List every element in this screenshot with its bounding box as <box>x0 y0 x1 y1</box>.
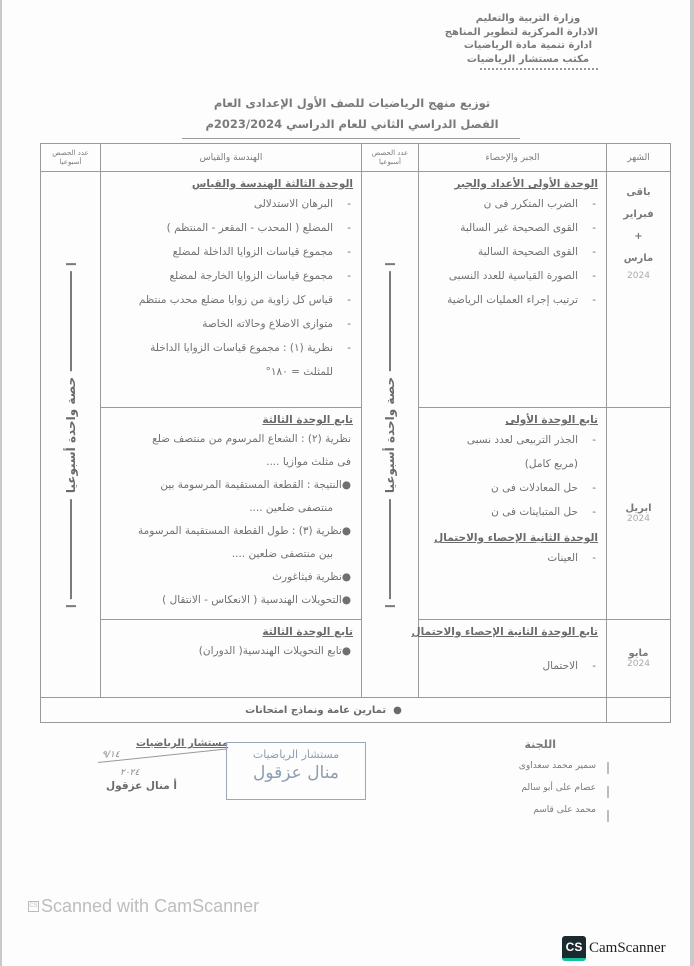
algebra-cell <box>419 408 607 620</box>
topic-item: -مجموع قياسات الزوايا الداخلة لمضلع <box>172 246 351 258</box>
month-label: + <box>634 231 643 242</box>
committee-block <box>476 738 596 827</box>
topic-item: -نظرية (١) : مجموع قياسات الزوايا الداخلة <box>150 342 351 354</box>
unit-title: الوحدة الثانية الإحصاء والاحتمال <box>434 532 598 544</box>
topic-item: ●تابع التحويلات الهندسية( الدوران) <box>198 645 351 657</box>
table-row <box>41 620 671 698</box>
ministry-line: مكتب مستشار الرياضيات <box>466 53 590 65</box>
algebra-periods-cell <box>362 172 419 698</box>
month-label: مارس <box>623 253 654 264</box>
month-cell <box>607 620 671 698</box>
month-label: مايو <box>628 648 649 659</box>
topic-item-continued: فى مثلث موازيا .... <box>266 456 351 468</box>
topic-list <box>101 428 361 612</box>
topic-item: -البرهان الاستدلالى <box>253 198 351 210</box>
topic-item: -القوى الصحيحة السالبة <box>477 246 596 258</box>
camscanner-watermark <box>28 896 259 917</box>
camscanner-logo-text: CamScanner <box>589 940 666 956</box>
committee-heading: اللجنة <box>524 738 556 751</box>
title-underline <box>182 138 520 139</box>
topic-list <box>419 192 606 312</box>
committee-member: سمير محمد سعداوى <box>518 761 596 771</box>
scanned-page <box>2 0 690 966</box>
unit-title: الوحدة الثالثة الهندسة والقياس <box>191 178 353 190</box>
topic-item: -متوازى الاضلاع وحالاته الخاصة <box>202 318 351 330</box>
stamp-line-1: مستشار الرياضيات <box>252 748 340 761</box>
unit-title: تابع الوحدة الثالثة <box>262 414 353 426</box>
topic-item: نظرية (٢) : الشعاع المرسوم من منتصف ضلع <box>152 433 351 445</box>
year-label: 2024 <box>627 659 650 669</box>
periods-vertical-label: حصة واحدة أسبوعيا <box>64 262 78 606</box>
topic-item: ●نظرية فيثاغورث <box>272 571 351 583</box>
unit-title: تابع الوحدة الأولى <box>505 414 598 426</box>
geometry-cell <box>101 172 362 408</box>
periods-vertical-label: حصة واحدة أسبوعيا <box>383 262 397 606</box>
year-label: 2024 <box>627 514 650 524</box>
title-line-1: توزيع منهج الرياضيات للصف الأول الإعدادى العام <box>213 96 491 110</box>
cs-mini-icon: CS <box>28 901 39 912</box>
stamp-line-2: منال عزقول <box>253 763 339 783</box>
advisor-name: أ منال عزقول <box>106 780 178 792</box>
month-cell <box>607 172 671 408</box>
ministry-line: وزارة التربية والتعليم <box>475 13 581 24</box>
topic-item: -المضلع ( المحدب - المقعر - المنتظم ) <box>166 222 351 234</box>
topic-list <box>419 546 606 570</box>
geometry-periods-cell <box>41 172 101 698</box>
topic-item: -مجموع قياسات الزوايا الخارجة لمضلع <box>169 270 351 282</box>
topic-item-continued: منتصفى ضلعين .... <box>249 502 333 514</box>
ministry-line: ادارة تنمية مادة الرياضيات <box>463 40 593 51</box>
curriculum-table <box>40 143 671 723</box>
header-geometry-periods: عدد الحصص أسبوعيا <box>41 144 101 172</box>
unit-title: الوحدة الأولى الأعداد والجبر <box>454 178 598 190</box>
ministry-line: الادارة المركزية لتطوير المناهج <box>444 26 598 38</box>
camscanner-badge-icon: CS <box>562 936 586 961</box>
topic-list <box>419 640 606 678</box>
header-geometry: الهندسة والقياس <box>101 144 362 172</box>
title-line-2: الفصل الدراسي الثاني للعام الدراسي 2023/2024م <box>205 117 499 131</box>
topic-item: -قياس كل زاوية من زوايا مضلع محدب منتظم <box>138 294 351 306</box>
document-title <box>187 93 517 135</box>
topic-list <box>101 640 361 663</box>
month-cell <box>607 408 671 620</box>
topic-item: -العينات <box>547 552 596 564</box>
topic-item: -الاحتمال <box>542 660 596 672</box>
month-label: ابريل <box>625 503 652 514</box>
header-algebra-periods: عدد الحصص أسبوعيا <box>362 144 419 172</box>
footer-empty-cell <box>607 698 671 723</box>
table-footer-row <box>41 698 671 723</box>
table-header-row <box>41 144 671 172</box>
topic-list <box>101 192 361 384</box>
topic-item: -الضرب المتكرر فى ن <box>483 198 596 210</box>
advisor-label: مستشار الرياضيات <box>136 738 229 749</box>
topic-item-continued: للمثلث = ١٨٠° <box>265 366 333 378</box>
month-label: فبراير <box>623 209 654 220</box>
handwritten-year: ٢٠٢٤ <box>120 768 140 778</box>
table-row <box>41 172 671 408</box>
header-algebra: الجبر والإحصاء <box>419 144 607 172</box>
camscanner-logo <box>562 936 666 961</box>
footer-cell: ● تمارين عامة ونماذج امتحانات <box>41 698 607 723</box>
topic-item-continued: (مربع كامل) <box>524 458 578 470</box>
topic-item: -الصورة القياسية للعدد النسبى <box>448 270 596 282</box>
official-stamp <box>226 742 366 800</box>
ministry-header <box>444 12 598 66</box>
table-row <box>41 408 671 620</box>
topic-item: ●نظرية (٣) : طول القطعة المستقيمة المرسومة <box>138 525 351 537</box>
topic-item: -حل المتباينات فى ن <box>491 506 596 518</box>
topic-item: -القوى الصحيحة غير السالبة <box>460 222 596 234</box>
watermark-text: Scanned with CamScanner <box>41 896 260 916</box>
month-label: باقى <box>626 187 651 198</box>
list-marks <box>607 762 610 834</box>
topic-item: -حل المعادلات فى ن <box>491 482 596 494</box>
year-label: 2024 <box>627 271 650 281</box>
topic-item: ●التحويلات الهندسية ( الانعكاس - الانتقال ) <box>162 594 351 606</box>
header-month: الشهر <box>607 144 671 172</box>
topic-item: ●النتيجة : القطعة المستقيمة المرسومة بين <box>160 479 351 491</box>
handwritten-date: ٩/١٤ <box>102 750 120 760</box>
algebra-cell <box>411 620 607 698</box>
topic-list <box>419 428 606 524</box>
committee-member: عصام على أبو سالم <box>521 783 596 793</box>
topic-item: -ترتيب إجراء العمليات الرياضية <box>447 294 596 306</box>
unit-title: تابع الوحدة الثانية الإحصاء والاحتمال <box>411 626 598 638</box>
topic-item: -الجذر التربيعى لعدد نسبى <box>466 434 596 446</box>
dotted-divider <box>480 68 598 70</box>
committee-member: محمد على قاسم <box>533 805 596 815</box>
geometry-cell <box>101 620 362 698</box>
geometry-cell <box>101 408 362 620</box>
algebra-cell <box>419 172 607 408</box>
topic-item-continued: بين منتصفى ضلعين .... <box>231 548 333 560</box>
unit-title: تابع الوحدة الثالثة <box>262 626 353 638</box>
